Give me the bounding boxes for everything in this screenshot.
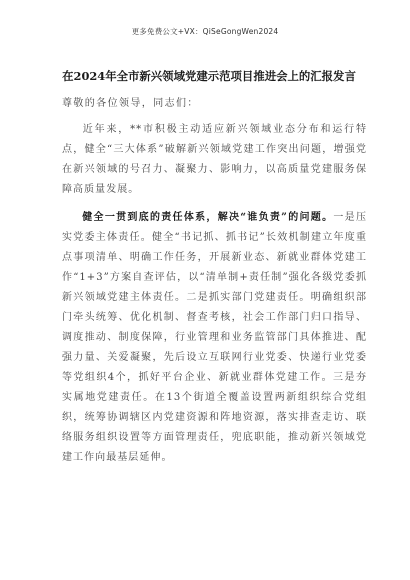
salutation: 尊敬的各位领导，同志们： <box>62 98 199 109</box>
paragraph-lead-heading: 健全一贯到底的责任体系，解决“谁负责”的问题。 <box>82 212 334 223</box>
paragraph-responsibility-text: 一是压实党委主体责任。健全“书记抓、抓书记”长效机制建立年度重点事项清单、明确工作任务，开展新业态、新就业群体党建工作“1+3”方案自查评估，以“清单制+责任制”强化各级党委抓新兴领域党建主体责任。二是抓实部门党建责任。明确组织部门牵头统筹、优化机制、督查考核，社会工作部门归口指导、调度推动、制度保障，行业管理和业务监管部门具体推进、配强力量、关爱凝聚，先后设立互联网行业党委、快递行业党委等党组织4个，抓好平台企业、新就业群体党建工作。三是夯实属地党建责任。在13个街道全覆盖设置两新组织综合党组织，统筹协调辖区内党建资源和阵地资源，落实排查走访、联络服务组织设置等方面管理责任，兜底职能，推动新兴领域党建工作向最基层延伸。 <box>62 212 368 463</box>
page-title: 在2024年全市新兴领域党建示范项目推进会上的汇报发言 <box>62 69 356 83</box>
paragraph-intro <box>62 120 367 200</box>
header-note: 更多免费公文+VX：QiSeGongWen2024 <box>131 27 279 36</box>
paragraph-responsibility <box>62 208 367 468</box>
paragraph-intro-text: 近年来，**市积极主动适应新兴领域业态分布和运行特点，健全“三大体系”破解新兴领域党建工作突出问题，增强党在新兴领域的号召力、凝聚力、影响力，以高质量党建服务保障高质量发展。 <box>62 124 367 195</box>
